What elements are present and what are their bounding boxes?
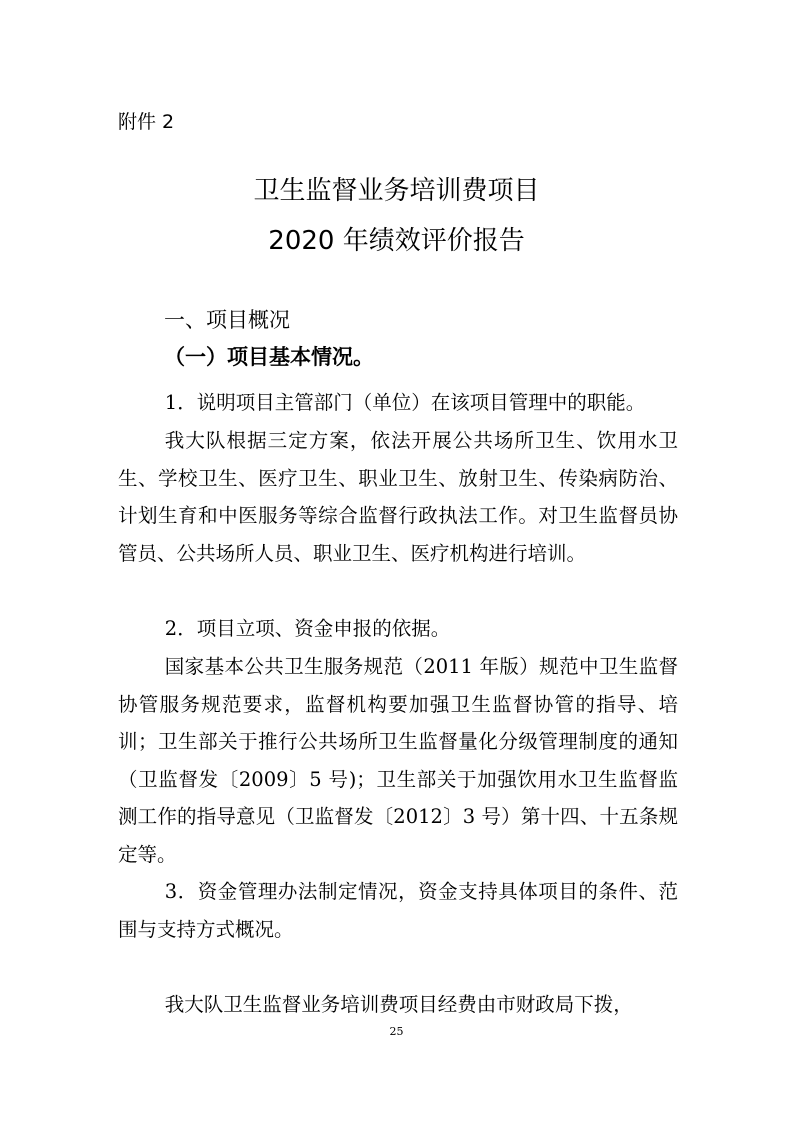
paragraph-functions: 我大队根据三定方案，依法开展公共场所卫生、饮用水卫生、学校卫生、医疗卫生、职业卫生、放射卫生、传染病防治、计划生育和中医服务等综合监督行政执法工作。对卫生监督员协管员、公共场所人员、职业卫生、医疗机构进行培训。 <box>118 429 678 565</box>
paragraph-funding: 我大队卫生监督业务培训费项目经费由市财政局下拨， <box>164 993 633 1016</box>
paragraph-basis: 国家基本公共卫生服务规范（2011 年版）规范中卫生监督协管服务规范要求，监督机构要加强卫生监督协管的指导、培训；卫生部关于推行公共场所卫生监督量化分级管理制度的通知（卫监督发〔2009〕5 号)；卫生部关于加强饮用水卫生监督监测工作的指导意见（卫监督发〔2012〕3 号）第十四、十五条规定等。 <box>118 655 678 866</box>
page-number: 25 <box>389 1025 404 1038</box>
document-title-line2: 2020 年绩效评价报告 <box>268 226 525 256</box>
section-heading: 一、项目概况 <box>164 308 290 332</box>
paragraph-item-3: 3．资金管理办法制定情况，资金支持具体项目的条件、范围与支持方式概况。 <box>118 880 678 941</box>
attachment-label: 附件 2 <box>118 111 175 133</box>
paragraph-item-2: 2．项目立项、资金申报的依据。 <box>164 617 451 640</box>
document-title-line1: 卫生监督业务培训费项目 <box>253 176 540 206</box>
subsection-heading: （一）项目基本情况。 <box>164 344 374 369</box>
paragraph-item-1: 1．说明项目主管部门（单位）在该项目管理中的职能。 <box>164 391 646 414</box>
